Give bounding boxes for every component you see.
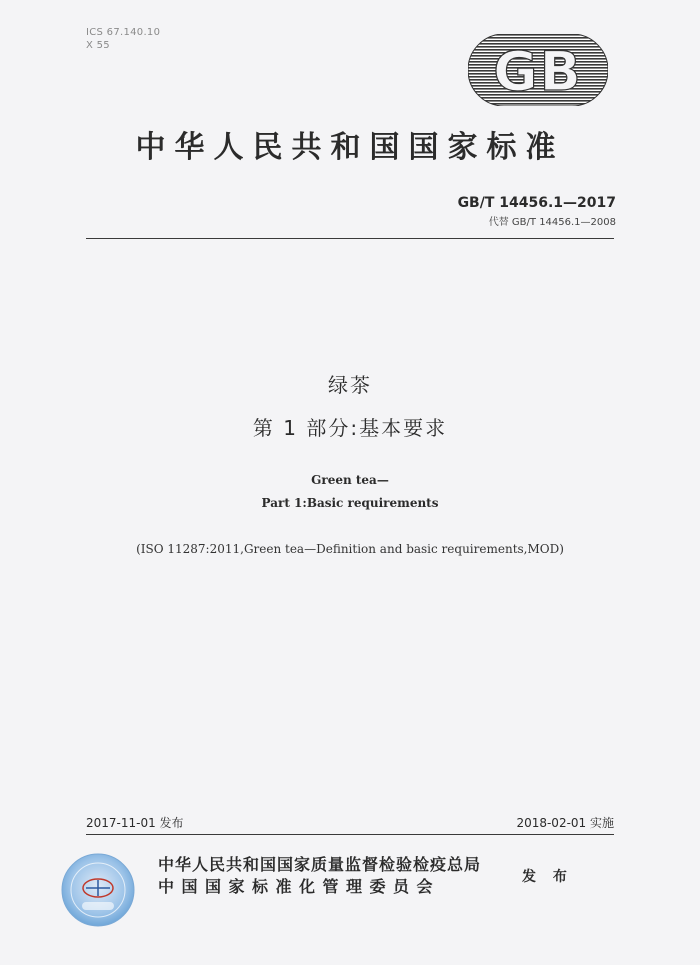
ccs-code: X 55 <box>86 40 110 51</box>
implementation-date: 2018-02-01 实施 <box>516 816 614 830</box>
gb-logo-icon <box>468 34 608 106</box>
standard-number: GB/T 14456.1—2017 <box>457 195 616 211</box>
gb-logo-text: GB <box>493 40 583 103</box>
iso-reference: (ISO 11287:2011,Green tea—Definition and basic requirements,MOD) <box>136 542 564 556</box>
replaces-standard: 代替 GB/T 14456.1—2008 <box>488 217 616 228</box>
header-divider <box>86 238 614 239</box>
ics-code: ICS 67.140.10 <box>86 27 161 38</box>
classification-codes <box>86 26 160 52</box>
issuing-authorities <box>158 854 481 898</box>
footer-divider <box>86 834 614 835</box>
title-en-part: Part 1:Basic requirements <box>261 496 439 510</box>
issue-date: 2017-11-01 发布 <box>86 816 184 830</box>
issuer-sac: 中国国家标准化管理委员会 <box>158 877 441 896</box>
standard-category-title: 中华人民共和国国家标准 <box>135 130 565 165</box>
issuer-aqsiq: 中华人民共和国国家质量监督检验检疫总局 <box>158 855 482 874</box>
anti-counterfeit-seal-icon <box>60 852 136 928</box>
title-cn-part: 第 1 部分:基本要求 <box>252 416 448 440</box>
title-en-main: Green tea— <box>311 473 389 487</box>
title-cn-main: 绿茶 <box>328 373 372 397</box>
publish-label: 发 布 <box>522 869 573 885</box>
standard-code-block <box>458 195 616 228</box>
